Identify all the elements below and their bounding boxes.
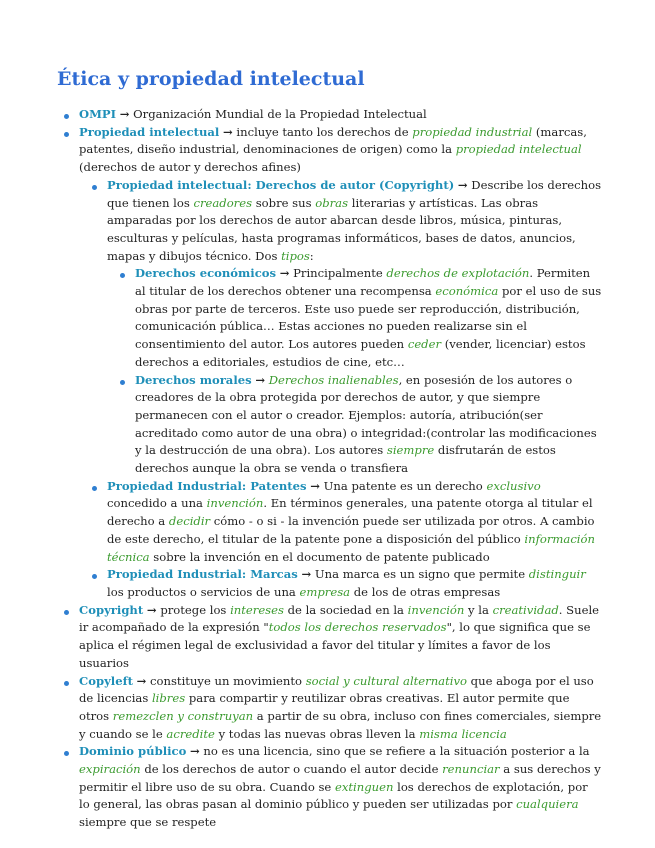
item-text: incluye tanto los derechos de (236, 124, 413, 139)
item-text: Describe los derechos que tienen los (107, 177, 602, 210)
item-text: . En términos generales, una patente otorga al titular el derecho a (107, 496, 593, 529)
sub-list (92, 177, 602, 602)
item-text: siempre que se respete (79, 815, 217, 830)
bullet-icon (64, 132, 69, 137)
item-text: por el uso de sus obras por parte de terceros. Este uso puede ser reproducción, distribución, comunicación pública… Estas acciones no pueden realizarse sin el consentimiento del autor. Los autores pueden (135, 284, 602, 352)
highlighted-term: empresa (299, 584, 351, 599)
highlighted-term: intereses (230, 602, 284, 617)
arrow-icon: → (301, 567, 312, 582)
highlighted-term: cualquiera (516, 797, 579, 812)
highlighted-term: Derechos inalienables (268, 372, 399, 387)
highlighted-term: extinguen (334, 779, 394, 794)
item-text: ", lo que significa que se aplica el régimen legal de exclusividad a favor del titular y límites a favor de los usuarios (79, 620, 591, 670)
bullet-icon (64, 114, 69, 119)
highlighted-term: remezclen y construyan (112, 708, 254, 723)
list-item (64, 124, 602, 602)
item-text: Principalmente (293, 266, 387, 281)
item-text: Una marca es un signo que permite (314, 567, 529, 582)
item-text: a partir de su obra, incluso con fines comerciales, siempre y cuando se le (79, 708, 602, 741)
highlighted-term: tipos (281, 248, 310, 263)
list-item (92, 177, 602, 478)
highlighted-term: invención (206, 496, 264, 511)
highlighted-term: renunciar (442, 762, 500, 777)
highlighted-term: siempre (386, 443, 435, 458)
bullet-list (64, 106, 602, 832)
item-text: . Suele ir acompañado de la expresión " (79, 602, 600, 635)
bullet-icon (92, 185, 97, 190)
highlighted-term: creatividad (492, 602, 559, 617)
list-item (64, 106, 602, 124)
highlighted-term: decidir (168, 514, 211, 529)
item-term: OMPI (79, 107, 117, 121)
item-text: (vender, licenciar) estos derechos a editoriales, estudios de cine, etc… (135, 337, 586, 369)
item-text: de la sociedad en la (283, 602, 408, 617)
highlighted-term: libres (151, 691, 186, 706)
item-text: los productos o servicios de una (107, 584, 300, 599)
arrow-icon: → (136, 673, 147, 688)
bullet-icon (92, 574, 97, 579)
list-item (64, 743, 602, 832)
list-item (64, 602, 602, 673)
highlighted-term: ceder (407, 337, 442, 352)
highlighted-term: todos los derechos reservados (268, 620, 447, 635)
item-term: Propiedad intelectual: Derechos de autor (Copyright) (107, 177, 455, 192)
highlighted-term: exclusivo (486, 478, 541, 493)
item-text: de los de otras empresas (350, 584, 501, 599)
item-term: Derechos morales (135, 372, 252, 387)
highlighted-term: creadores (193, 195, 253, 210)
item-text: de los derechos de autor o cuando el autor decide (140, 762, 443, 777)
item-text: y la (464, 602, 493, 617)
highlighted-term: obras (315, 195, 349, 210)
item-term: Dominio público (79, 744, 187, 759)
bullet-icon (120, 273, 125, 278)
sub-list (120, 265, 602, 477)
arrow-icon: → (223, 124, 233, 139)
highlighted-term: propiedad industrial (412, 124, 533, 139)
arrow-icon: → (146, 602, 157, 617)
highlighted-term: misma licencia (419, 726, 507, 741)
arrow-icon: → (279, 266, 290, 281)
item-text: , en posesión de los autores o creadores de la obra protegida por derechos de autor, y que siempre permanecen con el autor o creador. Ejemplos: autoría, atribución(ser acreditado como autor de una obra) o integridad:(controlar las modificaciones y la destrucción de una obra). Los autores (135, 372, 597, 458)
highlighted-term: económica (435, 284, 499, 299)
item-term: Derechos económicos (135, 266, 277, 281)
item-text: . Permiten al titular de los derechos obtener una recompensa (135, 266, 591, 299)
item-text: constituye un movimiento (150, 673, 306, 688)
highlighted-term: propiedad intelectual (455, 142, 582, 157)
bullet-icon (120, 380, 125, 385)
item-text: los derechos de explotación, por lo general, las obras pasan al dominio público y pueden ser utilizadas por (79, 779, 588, 812)
item-text: cómo - o si - la invención puede ser utilizada por otros. A cambio de este derecho, el titular de la patente pone a disposición del público (107, 514, 595, 546)
item-text: no es una licencia, sino que se refiere a la situación posterior a la (203, 744, 590, 759)
item-text: que aboga por el uso de licencias (79, 673, 594, 706)
arrow-icon: → (119, 107, 130, 121)
page-title: Ética y propiedad intelectual (57, 68, 365, 90)
item-term: Copyright (79, 602, 144, 617)
item-term: Propiedad intelectual (79, 124, 220, 139)
highlighted-term: información técnica (107, 531, 595, 564)
item-term: Copyleft (79, 673, 133, 688)
item-text: disfrutarán de estos derechos aunque la obra se venda o transfiera (135, 443, 556, 476)
item-text: (marcas, patentes, diseño industrial, denominaciones de origen) como la (79, 124, 587, 157)
item-text: para compartir y reutilizar obras creativas. El autor permite que otros (79, 691, 570, 723)
bullet-icon (92, 486, 97, 491)
item-text: (derechos de autor y derechos afines) (79, 160, 301, 175)
highlighted-term: acredite (166, 726, 215, 741)
arrow-icon: → (190, 744, 200, 759)
item-text: Organización Mundial de la Propiedad Intelectual (133, 107, 427, 121)
list-item (120, 265, 602, 371)
list-item (120, 372, 602, 478)
item-text: literarias y artísticas. Las obras amparadas por los derechos de autor abarcan desde libros, música, pinturas, esculturas y películas, hasta programas informáticos, bases de datos, anuncios, mapas y dibujos técnico. Dos (107, 195, 576, 263)
item-text: concedido a una (107, 496, 207, 511)
arrow-icon: → (310, 478, 320, 493)
highlighted-term: expiración (79, 762, 141, 777)
item-text: sobre sus (252, 195, 316, 210)
bullet-icon (64, 610, 69, 615)
item-text: y todas las nuevas obras lleven la (214, 726, 420, 741)
bullet-icon (64, 751, 69, 756)
bullet-icon (64, 681, 69, 686)
item-text: Una patente es un derecho (323, 478, 487, 493)
list-item (92, 478, 602, 567)
list-item (64, 673, 602, 744)
arrow-icon: → (457, 177, 468, 192)
arrow-icon: → (255, 372, 266, 387)
item-term: Propiedad Industrial: Patentes (107, 478, 307, 493)
highlighted-term: distinguir (528, 567, 586, 582)
item-text: protege los (160, 602, 231, 617)
highlighted-term: derechos de explotación (386, 266, 530, 281)
item-term: Propiedad Industrial: Marcas (107, 567, 298, 582)
item-text: : (309, 248, 314, 263)
highlighted-term: invención (407, 602, 465, 617)
list-item (92, 566, 602, 601)
highlighted-term: social y cultural alternativo (305, 673, 467, 688)
item-text: sobre la invención en el documento de patente publicado (149, 549, 490, 564)
item-text: a sus derechos y permitir el libre uso de su obra. Cuando se (79, 762, 601, 794)
